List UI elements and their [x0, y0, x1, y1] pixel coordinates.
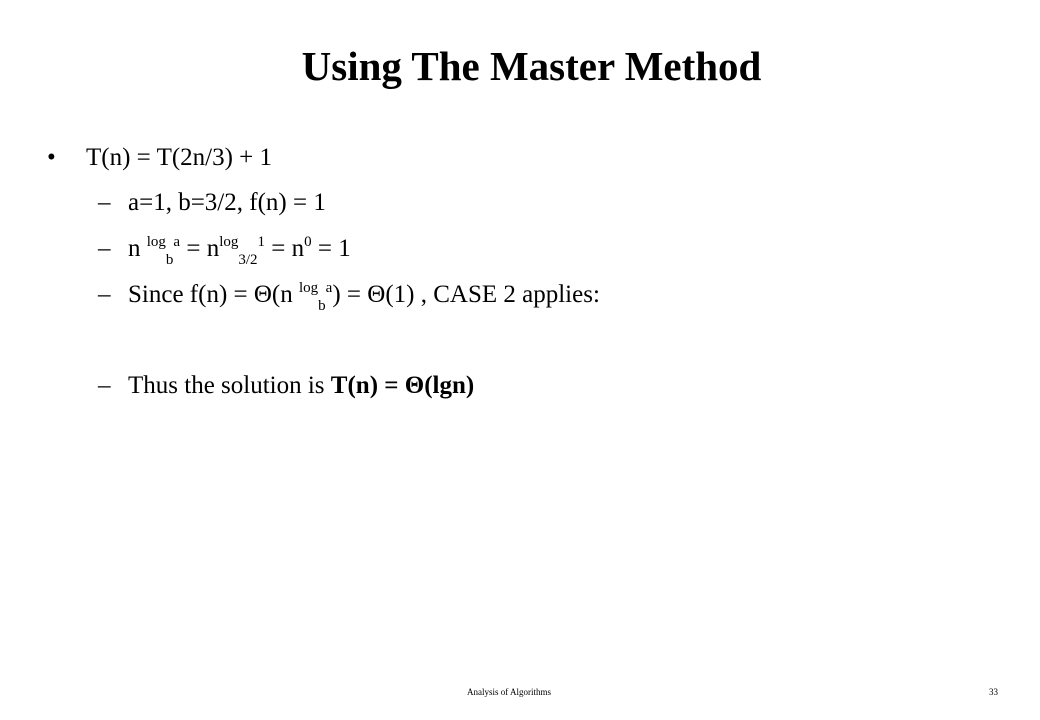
exponent-log2-arg: 1: [257, 234, 266, 250]
exponent-eq-n0: = n: [265, 235, 305, 262]
exponent-log-base: b: [165, 252, 174, 268]
exponent-log2: log: [219, 234, 239, 250]
exponent-log2-base: 3/2: [238, 252, 258, 268]
bullet-point: •: [47, 144, 56, 171]
slide-title: Using The Master Method: [301, 43, 762, 89]
exponent-log-arg: a: [173, 234, 181, 250]
exponent-eq-one: = 1: [311, 235, 351, 262]
since-part1: Since f(n) = Θ(n: [128, 281, 299, 308]
thus-line: [128, 370, 474, 402]
thus-prefix: Thus the solution is: [128, 372, 331, 399]
footer-page-number: 33: [989, 687, 998, 697]
exponent-n: n: [128, 235, 147, 262]
since-log-arg: a: [325, 280, 333, 296]
footer-course: Analysis of Algorithms: [467, 687, 552, 697]
exponent-line: [128, 233, 351, 268]
dash-marker-1: –: [98, 189, 111, 216]
since-log-base: b: [318, 298, 326, 314]
params-line: a=1, b=3/2, f(n) = 1: [128, 189, 326, 216]
exponent-eq-n: = n: [180, 235, 220, 262]
recurrence-line: T(n) = T(2n/3) + 1: [86, 144, 273, 171]
since-line: [128, 279, 600, 314]
exponent-log: log: [146, 234, 166, 250]
dash-marker-2: –: [98, 235, 111, 262]
dash-marker-3: –: [98, 281, 111, 308]
since-part2: ) = Θ(1) , CASE 2 applies:: [332, 281, 600, 308]
thus-result: T(n) = Θ(lgn): [330, 372, 475, 399]
since-log: log: [299, 280, 319, 296]
exponent-zero: 0: [304, 234, 312, 250]
dash-marker-4: –: [98, 372, 111, 399]
